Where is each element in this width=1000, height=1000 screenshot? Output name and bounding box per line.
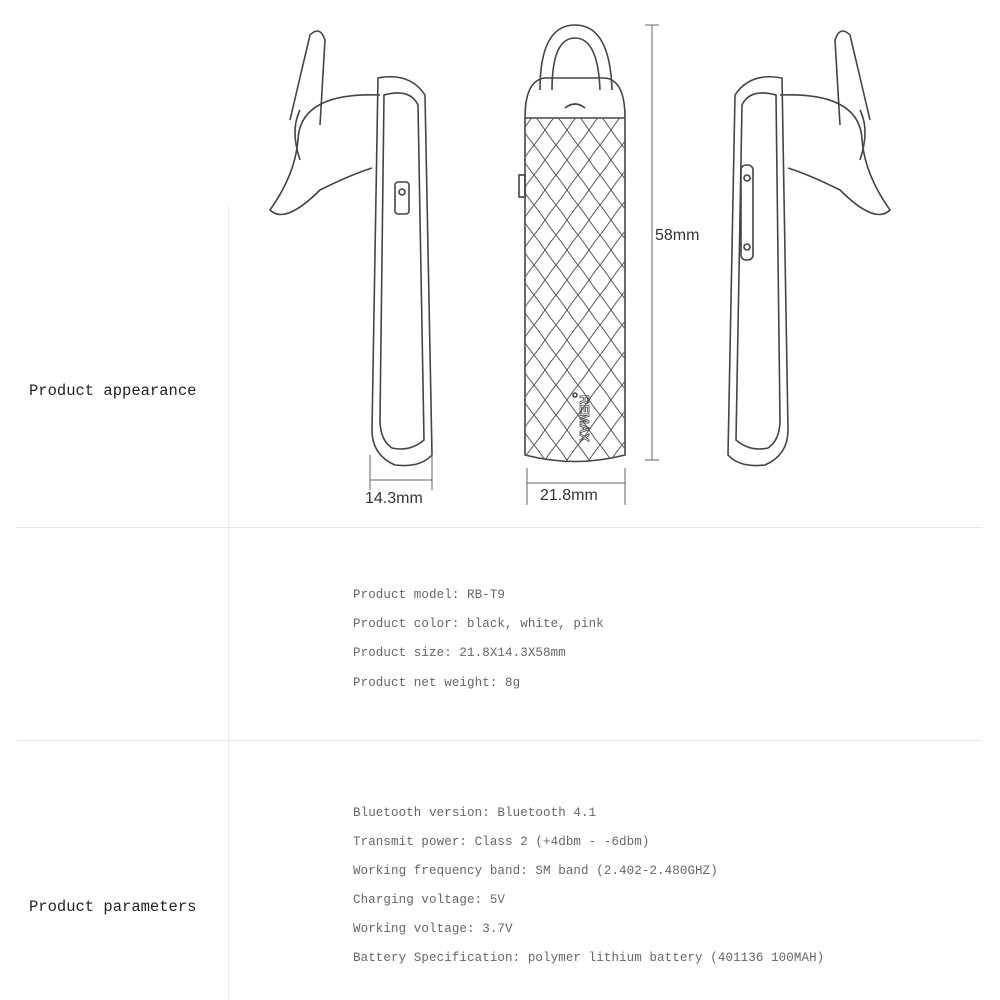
param-line: Working frequency band: SM band (2.402-2.480GHZ)	[353, 864, 718, 878]
height-dimension: 58mm	[655, 227, 700, 244]
spec-line: Product size: 21.8X14.3X58mm	[353, 646, 566, 660]
spec-line: Product model: RB-T9	[353, 588, 506, 602]
table-row-divider	[17, 740, 982, 741]
brand-logo: REMAX	[577, 395, 592, 442]
param-line: Working voltage: 3.7V	[353, 922, 513, 936]
param-line: Charging voltage: 5V	[353, 893, 506, 907]
param-line: Bluetooth version: Bluetooth 4.1	[353, 806, 597, 820]
param-line: Transmit power: Class 2 (+4dbm - -6dbm)	[353, 835, 650, 849]
front-view	[519, 25, 625, 463]
section-label-parameters: Product parameters	[29, 898, 197, 916]
section-label-appearance: Product appearance	[29, 382, 197, 400]
spec-line: Product color: black, white, pink	[353, 617, 604, 631]
param-line: Battery Specification: polymer lithium battery (401136 100MAH)	[353, 951, 825, 965]
spec-line: Product net weight: 8g	[353, 676, 521, 690]
side-view-left	[270, 31, 432, 466]
side-view-right	[728, 31, 890, 466]
thickness-dimension: 14.3mm	[365, 490, 423, 507]
width-dimension: 21.8mm	[540, 487, 598, 504]
table-row-divider	[17, 527, 982, 528]
